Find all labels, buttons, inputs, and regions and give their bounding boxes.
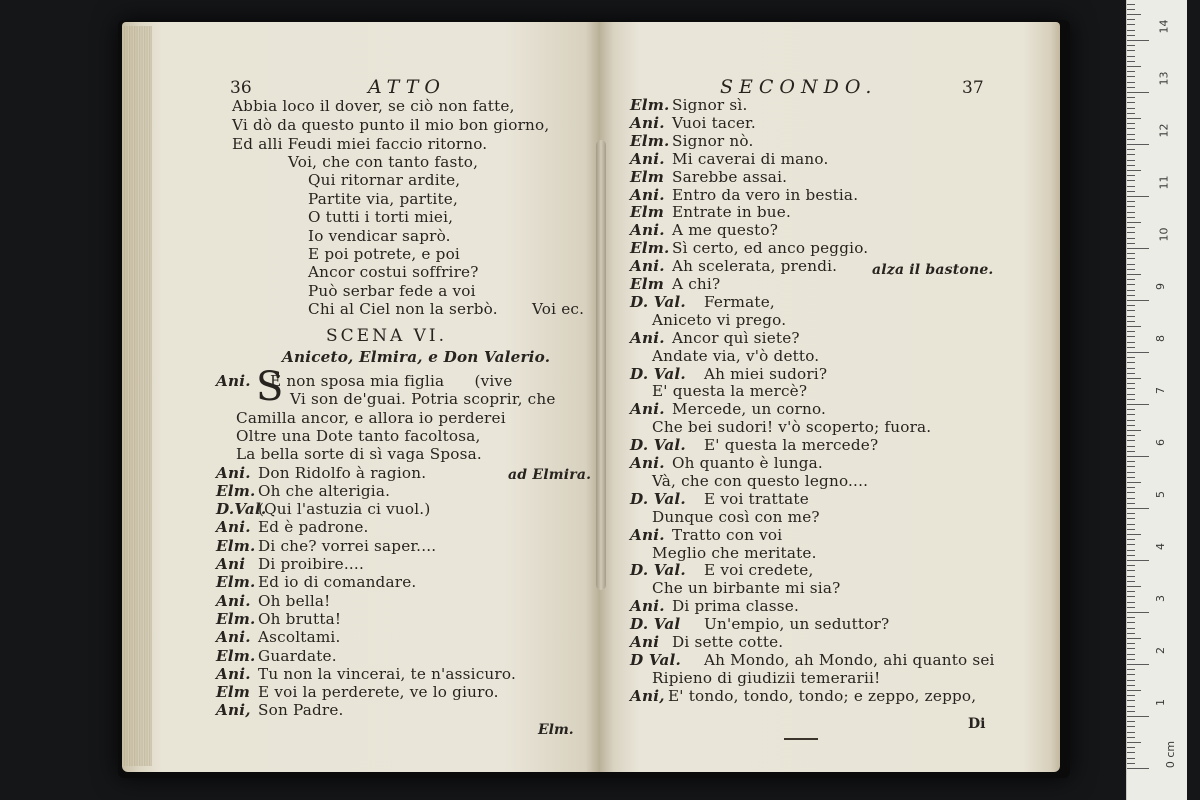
speaker-label: Elm. (216, 573, 256, 592)
ruler-tick (1127, 316, 1135, 317)
ruler-tick (1127, 14, 1141, 15)
dialogue-text: E voi la perderete, ve lo giuro. (258, 683, 499, 702)
speaker-label: Elm. (216, 481, 256, 500)
dialogue-text: Tu non la vincerai, te n'assicuro. (258, 664, 516, 683)
ruler-tick (1127, 399, 1135, 400)
dialogue-text: Tratto con voi (672, 525, 783, 544)
dialogue-text: Ripieno di giudizii temerarii! (652, 668, 881, 687)
ruler-tick (1127, 331, 1135, 332)
ruler-tick (1127, 680, 1135, 681)
ruler-tick (1127, 758, 1135, 759)
ruler-tick (1127, 737, 1135, 738)
ruler-tick (1127, 300, 1149, 301)
left-page-number: 36 (230, 78, 252, 98)
ruler-tick (1127, 414, 1135, 415)
ruler-tick (1127, 196, 1149, 197)
dialogue-text: Di che? vorrei saper.... (258, 536, 437, 555)
dialogue-text: E' questa la mercè? (652, 382, 808, 401)
speaker-label: Elm. (216, 536, 256, 555)
ruler-tick (1127, 227, 1135, 228)
dialogue-text: E voi credete, (704, 561, 814, 580)
ruler-tick (1127, 30, 1135, 31)
ruler-label: 4 (1154, 543, 1167, 550)
speaker-label: Ani. (630, 400, 665, 419)
dialogue-text: Ah miei sudori? (704, 364, 828, 383)
ruler-tick (1127, 695, 1135, 696)
dialogue-text: Signor sì. (672, 96, 748, 114)
ruler-tick (1127, 149, 1135, 150)
ruler-tick (1127, 56, 1135, 57)
dialogue-text: Oh quanto è lunga. (672, 454, 823, 472)
ruler-tick (1127, 612, 1149, 613)
ruler-tick (1127, 336, 1135, 337)
ruler-tick (1127, 456, 1149, 457)
speaker-label: Ani. (630, 257, 665, 276)
alza-direction: alza il bastone. (872, 262, 994, 278)
ruler-tick (1127, 222, 1141, 223)
ruler-tick (1127, 92, 1149, 93)
scena-characters: Aniceto, Elmira, e Don Valerio. (282, 348, 551, 366)
ruler-tick (1127, 180, 1135, 181)
page-edges (124, 26, 152, 766)
ruler-tick (1127, 76, 1135, 77)
voi-ec: Voi ec. (532, 300, 585, 318)
ruler-tick (1127, 123, 1135, 124)
ruler-tick (1127, 264, 1135, 265)
speaker-label: Ani. (216, 372, 251, 390)
right-page-number: 37 (962, 78, 984, 98)
dialogue-text: Guardate. (258, 646, 337, 665)
speaker-label: Ani. (630, 525, 665, 544)
ruler-tick (1127, 550, 1135, 551)
ruler-tick (1127, 643, 1135, 644)
speaker-label: Ani. (630, 149, 665, 168)
dialogue-text: Di proibire.... (258, 555, 364, 573)
dialogue-text: Oh brutta! (258, 609, 342, 628)
dialogue-text: Don Ridolfo à ragion. (258, 463, 427, 482)
speaker-label: Elm. (630, 131, 670, 150)
speaker-label: Ani. (216, 628, 251, 647)
ruler-tick (1127, 508, 1149, 509)
speaker-label: Elm (216, 683, 251, 702)
dialogue-text: Di sette cotte. (672, 633, 784, 651)
ruler-tick (1127, 394, 1135, 395)
ruler-tick (1127, 201, 1135, 202)
ruler-tick (1127, 492, 1135, 493)
dialogue-text: Che bei sudori! v'ò scoperto; fuora. (652, 418, 932, 437)
ruler-tick (1127, 518, 1135, 519)
ruler-tick (1127, 45, 1135, 46)
ruler-tick (1127, 40, 1149, 41)
ruler-tick (1127, 310, 1135, 311)
speaker-label: Elm. (630, 239, 670, 258)
ruler-tick (1127, 144, 1149, 145)
ruler-tick (1127, 659, 1135, 660)
dialogue-text: Entrate in bue. (672, 203, 791, 222)
ruler-tick (1127, 513, 1135, 514)
ruler-tick (1127, 446, 1135, 447)
speaker-label: Ani. (630, 185, 665, 204)
ruler-label: 8 (1154, 335, 1167, 342)
dialogue-text: Di prima classe. (672, 597, 800, 616)
ruler-label: 14 (1157, 19, 1171, 34)
ruler-tick (1127, 440, 1135, 441)
ruler-tick (1127, 544, 1135, 545)
verse-line: E poi potrete, e poi (308, 245, 460, 263)
dialogue-text: Ed io di comandare. (258, 573, 417, 592)
ruler-tick (1127, 628, 1135, 629)
dialogue-text: A chi? (672, 275, 721, 293)
dialogue-text: Sarebbe assai. (672, 167, 788, 186)
speaker-label: Ani (630, 633, 660, 651)
ruler-tick (1127, 435, 1135, 436)
dialogue-text: E' questa la mercede? (704, 436, 879, 455)
ruler-tick (1127, 685, 1135, 686)
ruler-tick (1127, 565, 1135, 566)
ruler-tick (1127, 706, 1135, 707)
dialogue-text: Oh bella! (258, 591, 331, 610)
ruler-label: 7 (1154, 387, 1167, 394)
ruler-tick (1127, 425, 1135, 426)
ruler-label: 10 (1157, 227, 1171, 242)
ruler-tick (1127, 711, 1135, 712)
ruler-tick (1127, 721, 1135, 722)
text-line: Abbia loco il dover, se ciò non fatte, (232, 97, 515, 115)
dialogue-text: A me questo? (672, 221, 779, 240)
ruler-tick (1127, 726, 1135, 727)
ruler-tick (1127, 409, 1135, 410)
speaker-label: D.Val. (216, 500, 267, 519)
speaker-label: Elm (630, 167, 665, 186)
verse-line: Partite via, partite, (308, 189, 458, 208)
speaker-label: Ani. (630, 597, 665, 616)
ruler-tick (1127, 139, 1135, 140)
ruler-tick (1127, 690, 1141, 691)
speaker-label: D. Val. (630, 489, 686, 508)
ruler-tick (1127, 362, 1135, 363)
ruler-tick (1127, 591, 1135, 592)
ruler-tick (1127, 274, 1141, 275)
dialogue-text: La bella sorte di sì vaga Sposa. (236, 445, 482, 464)
speaker-label: Elm. (216, 609, 256, 628)
ruler-tick (1127, 191, 1135, 192)
verse-line: Ancor costui soffrire? (308, 263, 479, 282)
ruler-tick (1127, 404, 1149, 405)
ruler-tick (1127, 357, 1135, 358)
ruler-tick (1127, 212, 1135, 213)
speaker-label: D. Val. (630, 436, 686, 455)
ruler-tick (1127, 742, 1141, 743)
ad-elmira-direction: ad Elmira. (508, 467, 592, 483)
right-page-header: SECONDO. (720, 76, 878, 98)
ruler-tick (1127, 669, 1135, 670)
ruler-tick (1127, 35, 1135, 36)
ruler-tick (1127, 503, 1135, 504)
dialogue-text: Ah scelerata, prendi. (672, 257, 838, 276)
ruler-tick (1127, 539, 1135, 540)
speaker-label: Elm (630, 275, 665, 293)
dialogue-text: Mi caverai di mano. (672, 149, 829, 168)
ruler-label: 0 cm (1164, 740, 1178, 769)
ruler-tick (1127, 305, 1135, 306)
text-line: Vi dò da questo punto il mio bon giorno, (232, 116, 550, 134)
ruler-tick (1127, 258, 1135, 259)
verse-line: Voi, che con tanto fasto, (288, 153, 479, 171)
dialogue-text: Son Padre. (258, 701, 344, 720)
ruler-tick (1127, 321, 1135, 322)
page-ornament (784, 738, 818, 740)
dialogue-text: Entro da vero in bestia. (672, 185, 859, 204)
speaker-label: Elm. (216, 646, 256, 665)
ruler-tick (1127, 326, 1141, 327)
dialogue-text: Meglio che meritate. (652, 543, 817, 562)
ruler-tick (1127, 430, 1141, 431)
ruler-tick (1127, 9, 1135, 10)
speaker-label: Ani (216, 555, 246, 573)
dialogue-text: Ascoltami. (258, 628, 341, 647)
ruler-tick (1127, 4, 1135, 5)
dialogue-text: E non sposa mia figlia (vive (270, 372, 513, 390)
speaker-label: D. Val (630, 615, 681, 634)
ruler-tick (1127, 461, 1135, 462)
ruler-tick (1127, 451, 1135, 452)
ruler-tick (1127, 61, 1135, 62)
ruler-tick (1127, 466, 1135, 467)
ruler-label: 12 (1157, 123, 1171, 138)
ruler-tick (1127, 648, 1135, 649)
speaker-label: D Val. (630, 650, 681, 669)
ruler-tick (1127, 581, 1135, 582)
speaker-label: Elm (630, 203, 665, 222)
ruler-label: 3 (1154, 595, 1167, 602)
dialogue-text: E voi trattate (704, 489, 809, 508)
ruler-tick (1127, 716, 1149, 717)
ruler-tick (1127, 232, 1135, 233)
dialogue-text: Sì certo, ed anco peggio. (672, 239, 869, 258)
ruler-tick (1127, 118, 1141, 119)
speaker-label: Ani. (630, 113, 665, 132)
text-line: Ed alli Feudi miei faccio ritorno. (232, 135, 488, 153)
ruler-tick (1127, 654, 1135, 655)
ruler-tick (1127, 170, 1141, 171)
ruler-tick (1127, 638, 1141, 639)
ruler-tick (1127, 19, 1135, 20)
ruler-tick (1127, 154, 1135, 155)
ruler-tick (1127, 555, 1135, 556)
ruler-tick (1127, 388, 1135, 389)
ruler-tick (1127, 664, 1149, 665)
ruler-tick (1127, 342, 1135, 343)
ruler-tick (1127, 108, 1135, 109)
dialogue-text: Camilla ancor, e allora io perderei (236, 408, 506, 427)
speaker-label: D. Val. (630, 292, 686, 311)
ruler-tick (1127, 102, 1135, 103)
ruler-tick (1127, 113, 1135, 114)
ruler-label: 13 (1157, 71, 1171, 86)
book-gutter (596, 140, 606, 590)
ruler-tick (1127, 596, 1135, 597)
dialogue-text: Fermate, (704, 292, 775, 311)
ruler-label: 5 (1154, 491, 1167, 498)
ruler-tick (1127, 383, 1135, 384)
ruler-label: 9 (1154, 283, 1167, 290)
ruler-tick (1127, 248, 1149, 249)
speaker-label: Ani. (630, 328, 665, 347)
ruler-tick (1127, 253, 1135, 254)
ruler-tick (1127, 482, 1141, 483)
ruler-tick (1127, 368, 1135, 369)
ruler-tick (1127, 295, 1135, 296)
ruler-tick (1127, 570, 1135, 571)
ruler-tick (1127, 165, 1135, 166)
speaker-label: Ani. (216, 664, 251, 683)
speaker-label: D. Val. (630, 364, 686, 383)
ruler-tick (1127, 752, 1135, 753)
ruler-tick (1127, 24, 1135, 25)
ruler-tick (1127, 524, 1135, 525)
ruler-tick (1127, 498, 1135, 499)
ruler-tick (1127, 674, 1135, 675)
ruler-tick (1127, 732, 1135, 733)
verse-line: Chi al Ciel non la serbò. (308, 300, 498, 319)
ruler-tick (1127, 128, 1135, 129)
ruler-tick (1127, 238, 1135, 239)
ruler-tick (1127, 617, 1135, 618)
ruler-tick (1127, 472, 1135, 473)
ruler-label: 11 (1157, 175, 1171, 190)
ruler-tick (1127, 420, 1135, 421)
ruler-tick (1127, 487, 1135, 488)
speaker-label: D. Val. (630, 561, 686, 580)
verse-line: Io vendicar saprò. (308, 226, 451, 245)
dialogue-text: Và, che con questo legno.... (652, 471, 869, 490)
verse-line: Può serbar fede a voi (308, 281, 476, 300)
ruler-tick (1127, 607, 1135, 608)
ruler-tick (1127, 747, 1135, 748)
ruler-tick (1127, 175, 1135, 176)
dialogue-text: Ed è padrone. (258, 518, 369, 537)
speaker-label: Ani, (630, 686, 665, 705)
measurement-ruler (1126, 0, 1187, 800)
dialogue-text: Vi son de'guai. Potria scoprir, che (290, 390, 556, 409)
dialogue-text: (Qui l'astuzia ci vuol.) (258, 500, 431, 519)
ruler-tick (1127, 160, 1135, 161)
dialogue-text: Andate via, v'ò detto. (652, 346, 820, 365)
dialogue-text: Dunque così con me? (652, 507, 820, 526)
ruler-tick (1127, 763, 1135, 764)
ruler-tick (1127, 290, 1135, 291)
right-catchword: Di (968, 716, 986, 732)
dialogue-text: Ah Mondo, ah Mondo, ahi quanto sei (704, 650, 995, 669)
ruler-tick (1127, 378, 1141, 379)
speaker-label: Ani. (630, 454, 665, 472)
verse-line: O tutti i torti miei, (308, 208, 454, 227)
speaker-label: Ani. (216, 463, 251, 482)
left-catchword: Elm. (538, 722, 574, 738)
speaker-label: Ani. (216, 591, 251, 610)
ruler-tick (1127, 284, 1135, 285)
dialogue-text: Ancor quì siete? (672, 328, 800, 347)
speaker-label: Ani, (216, 701, 251, 720)
left-page-header: ATTO (368, 76, 446, 98)
ruler-tick (1127, 134, 1135, 135)
ruler-tick (1127, 529, 1135, 530)
speaker-label: Ani. (216, 518, 251, 537)
ruler-tick (1127, 347, 1135, 348)
ruler-label: 6 (1154, 439, 1167, 446)
ruler-tick (1127, 217, 1135, 218)
dialogue-text: Aniceto vi prego. (652, 310, 787, 329)
dialogue-text: Oltre una Dote tanto facoltosa, (236, 426, 481, 445)
dialogue-text: Che un birbante mi sia? (652, 579, 841, 598)
ruler-tick (1127, 206, 1135, 207)
ruler-tick (1127, 82, 1135, 83)
ruler-tick (1127, 269, 1135, 270)
ruler-tick (1127, 352, 1149, 353)
ruler-tick (1127, 373, 1135, 374)
ruler-label: 2 (1154, 647, 1167, 654)
ruler-tick (1127, 279, 1135, 280)
dialogue-text: Un'empio, un seduttor? (704, 615, 890, 634)
ruler-tick (1127, 768, 1149, 769)
ruler-tick (1127, 560, 1149, 561)
ruler-tick (1127, 633, 1135, 634)
ruler-tick (1127, 97, 1135, 98)
speaker-label: Ani. (630, 221, 665, 240)
ruler-tick (1127, 534, 1141, 535)
ruler-tick (1127, 477, 1135, 478)
ruler-tick (1127, 586, 1141, 587)
ruler-tick (1127, 50, 1135, 51)
ruler-tick (1127, 71, 1135, 72)
dialogue-text: E' tondo, tondo, tondo; e zeppo, zeppo, (668, 686, 977, 705)
dialogue-text: Oh che alterigia. (258, 481, 391, 500)
ruler-tick (1127, 622, 1135, 623)
dialogue-text: Signor nò. (672, 131, 754, 150)
dialogue-text: Vuoi tacer. (672, 113, 756, 132)
verse-line: Qui ritornar ardite, (308, 171, 461, 190)
ruler-tick (1127, 243, 1135, 244)
ruler-label: 1 (1154, 699, 1167, 706)
ruler-tick (1127, 87, 1135, 88)
drop-cap: S (256, 364, 284, 410)
dialogue-text: Mercede, un corno. (672, 400, 827, 419)
ruler-tick (1127, 700, 1135, 701)
speaker-label: Elm. (630, 96, 670, 114)
ruler-tick (1127, 66, 1141, 67)
ruler-tick (1127, 602, 1135, 603)
scena-title: SCENA VI. (326, 326, 448, 346)
ruler-tick (1127, 186, 1135, 187)
ruler-tick (1127, 576, 1135, 577)
